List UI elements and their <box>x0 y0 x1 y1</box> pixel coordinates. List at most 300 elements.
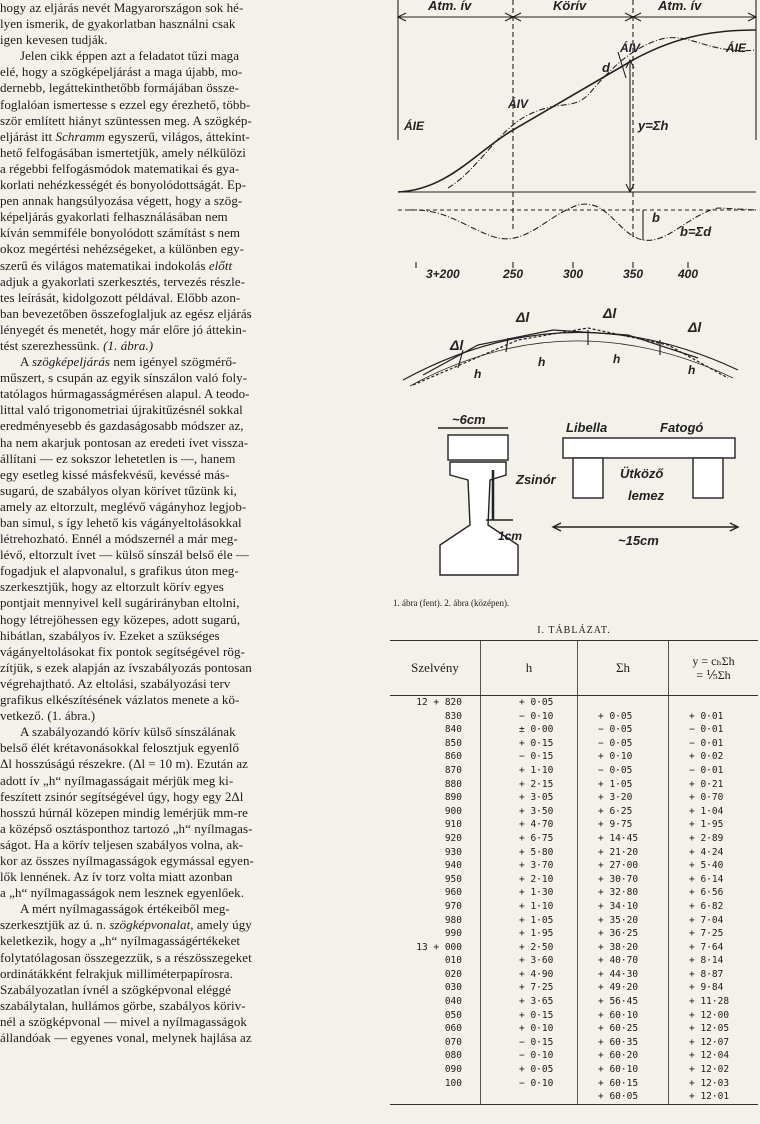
body-line <box>0 982 384 998</box>
table-cell: + 60·15 <box>578 1077 669 1091</box>
table-cell: + 60·25 <box>578 1022 669 1036</box>
body-line-text: szerű és világos matematikai indokolás <box>0 257 209 273</box>
body-line <box>0 917 384 933</box>
body-line <box>0 32 384 48</box>
body-line <box>0 0 384 16</box>
body-line <box>0 161 384 177</box>
table-row <box>390 1063 758 1077</box>
body-line-text: állítani — ez sokszor lehetetlen is —, hanem <box>0 450 236 466</box>
body-line <box>0 322 384 338</box>
table-cell: + 12·02 <box>669 1063 759 1077</box>
table-cell <box>481 1090 578 1104</box>
header-szelveny: Szelvény <box>390 641 481 696</box>
table-cell: + 3·20 <box>578 791 669 805</box>
table-cell: 970 <box>444 900 462 912</box>
body-line-text: dernebb, legáttekinthetőbb formájában össze- <box>0 80 239 96</box>
body-line-text: adott ív „h“ nyílmagasságait mérjük meg ki- <box>0 772 234 788</box>
table-cell: 960 <box>444 887 462 899</box>
table-cell: + 0·01 <box>669 710 759 724</box>
body-line-text: ször említett hiányt szüntessen meg. A szögkép- <box>0 112 252 128</box>
table-cell: + 40·70 <box>578 954 669 968</box>
label-fatogo: Fatogó <box>660 420 704 435</box>
body-line <box>0 708 384 724</box>
body-line <box>0 145 384 161</box>
body-line-text: grafikus elkészítésének vázlatos menete a kö- <box>0 692 240 708</box>
table-cell: + 0·15 <box>481 1009 578 1023</box>
table-cell: 830 <box>444 710 462 722</box>
table-cell: − 0·10 <box>481 1049 578 1063</box>
body-line <box>0 547 384 563</box>
body-line-text: nél a szögképvonal — mivel a nyílmagasságok <box>0 1013 247 1029</box>
table-cell: + 60·10 <box>578 1063 669 1077</box>
table-cell: + 6·75 <box>481 832 578 846</box>
body-line-text: pontjait mennyivel kell sugárirányban eltolni, <box>0 595 240 611</box>
table-cell: + 7·25 <box>481 981 578 995</box>
body-line-text: zítjük, s ezek alapján az ívszabályozás pontosan <box>0 659 252 675</box>
table-cell: − 0·10 <box>481 710 578 724</box>
label-atm-iv-left: Atm. ív <box>428 0 472 13</box>
body-line <box>0 821 384 837</box>
table-cell: + 12·01 <box>669 1090 759 1104</box>
figure-1-angle-diagram <box>388 0 760 600</box>
table-cell: 920 <box>444 832 462 844</box>
table-row <box>390 805 758 819</box>
body-line-text: A mért nyílmagasságok értékeiből meg- <box>20 901 230 917</box>
body-line <box>0 499 384 515</box>
table-cell: + 0·10 <box>578 750 669 764</box>
table-cell: + 27·00 <box>578 859 669 873</box>
table-cell: − 0·01 <box>669 737 759 751</box>
body-line-text: Szabályozatlan ívnél a szögképvonal eléggé <box>0 981 231 997</box>
table-cell: + 9·75 <box>578 818 669 832</box>
body-line-text: fogadjuk el alapvonalul, s grafikus úton meg- <box>0 563 239 579</box>
body-line <box>0 48 384 64</box>
table-cell: 060 <box>444 1023 462 1035</box>
body-line-text: a régebbi felfogásmódok matematikai és gya- <box>0 160 240 176</box>
table-cell: + 12·05 <box>669 1022 759 1036</box>
body-line-text: eredményesebb és gazdaságosabb módszer az, <box>0 418 244 434</box>
body-line-text: ha nem akarjuk pontosan az eredeti ívet vissza- <box>0 434 249 450</box>
table-cell: 940 <box>444 860 462 872</box>
table-cell: + 1·95 <box>481 927 578 941</box>
body-line-text: A szabályozandó körív külső sínszálának <box>20 724 236 740</box>
table-cell: + 60·35 <box>578 1036 669 1050</box>
table-row <box>390 1022 758 1036</box>
body-line <box>0 966 384 982</box>
body-line <box>0 805 384 821</box>
body-line-text: pen annak hangsúlyozása végett, hogy a szög- <box>0 193 243 209</box>
table-cell: + 60·10 <box>578 1009 669 1023</box>
body-line <box>0 338 384 354</box>
table-cell: + 34·10 <box>578 900 669 914</box>
label-b-sum-d: b=Σd <box>680 224 712 239</box>
body-line-text: littal való trigonometriai újrakitűzésnél sokkal <box>0 402 243 418</box>
table-cell: 980 <box>444 914 462 926</box>
label-atm-iv-right: Atm. ív <box>658 0 702 13</box>
label-utkozo: Ütköző <box>620 466 664 481</box>
header-sum-h: Σh <box>578 641 669 696</box>
tick-350: 350 <box>623 267 644 281</box>
table-cell: + 0·02 <box>669 750 759 764</box>
body-line-text-after: nem igényel szögmérő- <box>110 354 237 370</box>
table-row <box>390 764 758 778</box>
body-line-text: lyen ismerik, de gyakorlatban használni csak <box>0 16 236 32</box>
table-cell <box>669 696 759 710</box>
header-h: h <box>481 641 578 696</box>
arc-h-2: h <box>538 355 546 369</box>
table-cell: + 6·14 <box>669 873 759 887</box>
body-line <box>0 129 384 145</box>
body-line-text: műszert, s csupán az egyik sínszálon való foly- <box>0 370 248 386</box>
table-row <box>390 832 758 846</box>
body-line <box>0 789 384 805</box>
body-line-text: okoz megértési nehézségeket, a különben egy- <box>0 241 245 257</box>
body-line-text: szerkesztjük, hogy az eltorzult körív egyes <box>0 579 224 595</box>
body-line-text: képeljárás gyakorlati felhasználásában nem <box>0 209 228 225</box>
body-line-text: keletkezik, hogy a „h“ nyílmagasságértékeket <box>0 933 241 949</box>
table-cell: − 0·05 <box>578 723 669 737</box>
table-cell: + 1·04 <box>669 805 759 819</box>
body-line <box>0 660 384 676</box>
body-line-italic: szögképvonalat <box>109 917 191 933</box>
table-cell: ± 0·00 <box>481 723 578 737</box>
table-cell: − 0·05 <box>578 737 669 751</box>
tick-400: 400 <box>678 267 699 281</box>
body-line <box>0 773 384 789</box>
body-line <box>0 370 384 386</box>
body-line-text: tést szerezhessünk. <box>0 337 104 353</box>
body-line <box>0 225 384 241</box>
table-cell: + 7·25 <box>669 927 759 941</box>
body-line-text: foglalóan ismertesse s ezzel egy érezhető, több- <box>0 96 251 112</box>
body-line-text: tatólagos húrmagasságmérésen alapul. A teodo- <box>0 386 250 402</box>
table-row <box>390 846 758 860</box>
table-cell: 860 <box>444 751 462 763</box>
body-line <box>0 740 384 756</box>
body-line <box>0 80 384 96</box>
body-line-text: kor az összes nyílmagasságok egymással egyen- <box>0 852 254 868</box>
arc-h-1: h <box>474 367 482 381</box>
table-cell: + 4·70 <box>481 818 578 832</box>
label-aie-right: ÁIE <box>726 41 747 55</box>
table-cell: + 60·05 <box>578 1090 669 1104</box>
body-line <box>0 402 384 418</box>
table-cell: 080 <box>444 1050 462 1062</box>
body-line-text: létrehozható. Ennél a módszernél a már meg- <box>0 531 238 547</box>
table-cell: + 0·05 <box>578 710 669 724</box>
table-cell: 020 <box>444 968 462 980</box>
body-line <box>0 241 384 257</box>
table-cell: 010 <box>444 955 462 967</box>
table-cell: + 2·15 <box>481 778 578 792</box>
body-line-text: Jelen cikk éppen azt a feladatot tűzi maga <box>20 48 240 64</box>
table-cell: + 36·25 <box>578 927 669 941</box>
tick-250: 250 <box>503 267 524 281</box>
table-cell: + 12·07 <box>669 1036 759 1050</box>
table-cell: + 1·10 <box>481 900 578 914</box>
table-cell: 900 <box>444 805 462 817</box>
body-line <box>0 306 384 322</box>
table-row <box>390 886 758 900</box>
table-cell: + 6·82 <box>669 900 759 914</box>
label-6cm: ~6cm <box>452 412 486 427</box>
body-line <box>0 724 384 740</box>
body-line-text: kíván semmiféle bonyolódott számítást s nem <box>0 225 241 241</box>
table-cell: 950 <box>444 873 462 885</box>
table-cell: + 60·20 <box>578 1049 669 1063</box>
body-line-text: elé, hogy a szögképeljárást a maga újabb, mo- <box>0 64 243 80</box>
label-aie-left: ÁIE <box>404 119 425 133</box>
body-line-text: hibátlan, szabályos ív. Ezeket a szükséges <box>0 627 220 643</box>
table-cell: + 3·65 <box>481 995 578 1009</box>
table-row <box>390 981 758 995</box>
table-row <box>390 995 758 1009</box>
table-row <box>390 859 758 873</box>
label-aiv-left: ÁIV <box>508 97 529 111</box>
table-cell: + 1·30 <box>481 886 578 900</box>
body-line-text: szabálytalan, hullámos görbe, szabályos köriv- <box>0 997 246 1013</box>
body-line <box>0 853 384 869</box>
table-cell: + 30·70 <box>578 873 669 887</box>
body-line <box>0 177 384 193</box>
table-cell: + 2·50 <box>481 941 578 955</box>
body-line-text: korlati nehézkességét és bonyolódottságát. Ep- <box>0 177 246 193</box>
table-row <box>390 737 758 751</box>
table-cell: 880 <box>444 778 462 790</box>
table-cell <box>578 696 669 710</box>
table-cell: 930 <box>444 846 462 858</box>
body-line-text: ban simul, s így lehető kis vágányeltolásokkal <box>0 515 242 530</box>
table-cell: + 1·05 <box>578 778 669 792</box>
body-line-text: Δl hosszúságú részekre. (Δl = 10 m). Ezután az <box>0 756 248 772</box>
table-cell: + 3·70 <box>481 859 578 873</box>
table-cell: + 8·87 <box>669 968 759 982</box>
body-line-text: amely az eltorzult, meglévő vágányhoz legjob- <box>0 498 247 514</box>
label-b: b <box>652 210 660 225</box>
arc-delta-l-4: Δl <box>688 319 702 335</box>
table-cell: + 12·00 <box>669 1009 759 1023</box>
body-line-text: szerkesztjük az ú. n. <box>0 917 110 933</box>
table-row <box>390 873 758 887</box>
table-cell: 910 <box>444 819 462 831</box>
table-cell: + 1·10 <box>481 764 578 778</box>
table-row <box>390 941 758 955</box>
body-line-text: A <box>20 354 33 370</box>
table-cell: + 12·04 <box>669 1049 759 1063</box>
body-line-text: a „h“ nyílmagasságok nem lesznek egyenlőek. <box>0 885 245 901</box>
body-line <box>0 612 384 628</box>
table-cell: 13 + 000 <box>416 941 462 953</box>
body-line <box>0 933 384 949</box>
body-line <box>0 483 384 499</box>
table-cell: − 0·10 <box>481 1077 578 1091</box>
body-line <box>0 16 384 32</box>
table-cell: + 2·89 <box>669 832 759 846</box>
table-row <box>390 778 758 792</box>
table-cell: + 0·05 <box>481 1063 578 1077</box>
data-table <box>390 640 758 1105</box>
table-row <box>390 696 758 710</box>
table-cell: 990 <box>444 928 462 940</box>
body-line-text: lényegét és menetét, hogy már előre jó áttekin- <box>0 321 247 337</box>
table-row <box>390 723 758 737</box>
table-row <box>390 1049 758 1063</box>
body-line <box>0 563 384 579</box>
table-cell: + 5·40 <box>669 859 759 873</box>
label-libella: Libella <box>566 420 608 435</box>
table-row <box>390 791 758 805</box>
figure-caption: 1. ábra (fent). 2. ábra (középen). <box>393 598 510 608</box>
body-line-text: eljárást itt <box>0 128 56 144</box>
table-row <box>390 1090 758 1104</box>
body-line <box>0 869 384 885</box>
table-cell: 070 <box>444 1036 462 1048</box>
body-line-text: végrehajtható. Az eltolási, szabályozási terv <box>0 675 231 691</box>
table-cell: + 8·14 <box>669 954 759 968</box>
body-line <box>0 950 384 966</box>
body-line-text: sugarú, de szabályos olyan körívet tűzünk ki, <box>0 482 237 498</box>
body-line-italic: (1. ábra.) <box>103 337 154 353</box>
table-row <box>390 1009 758 1023</box>
body-line-text: lévő, eltorzult ívet — külső sínszál belső éle — <box>0 547 249 563</box>
body-line-text: hető felfogásában ismertetjük, amely nélkülözi <box>0 144 246 160</box>
body-line-text-after: , amely úgy <box>190 917 252 933</box>
body-line <box>0 209 384 225</box>
table-cell: + 4·90 <box>481 968 578 982</box>
table-row <box>390 900 758 914</box>
table-cell: + 6·56 <box>669 886 759 900</box>
table-cell: + 0·15 <box>481 737 578 751</box>
table-cell: + 49·20 <box>578 981 669 995</box>
body-line-text: lők lennének. Az ív torz volta miatt azonban <box>0 869 233 885</box>
table-row <box>390 818 758 832</box>
table-cell: + 3·50 <box>481 805 578 819</box>
body-line <box>0 837 384 853</box>
body-line <box>0 435 384 451</box>
table-row <box>390 1036 758 1050</box>
body-line <box>0 274 384 290</box>
label-koriv: Körív <box>553 0 587 13</box>
body-line <box>0 1030 384 1046</box>
table-cell: − 0·15 <box>481 750 578 764</box>
label-1cm: 1cm <box>498 529 523 543</box>
body-line-text: vágányeltolásokat fix pontok segítségével rög- <box>0 643 245 659</box>
body-line-text: egy esetleg kissé másfekvésű, kevéssé más- <box>0 466 230 482</box>
table-cell: + 12·03 <box>669 1077 759 1091</box>
body-line <box>0 579 384 595</box>
table-cell: + 7·64 <box>669 941 759 955</box>
body-line <box>0 467 384 483</box>
table-cell: + 0·05 <box>481 696 578 710</box>
arc-delta-l-1: Δl <box>450 337 464 353</box>
body-line <box>0 290 384 306</box>
body-line-text: igen kevesen tudják. <box>0 32 108 48</box>
arc-delta-l-3: Δl <box>603 305 617 321</box>
arc-h-4: h <box>688 363 696 377</box>
body-line-italic: előtt <box>208 257 233 273</box>
table-row <box>390 1077 758 1091</box>
body-line <box>0 692 384 708</box>
body-line-text: ordinátákként felrakjuk milliméterpapírosra. <box>0 965 233 981</box>
table-cell: + 35·20 <box>578 914 669 928</box>
arc-delta-l-2: Δl <box>516 309 530 325</box>
body-line <box>0 756 384 772</box>
body-line <box>0 97 384 113</box>
body-line <box>0 354 384 370</box>
body-line-text: folytatólagosan összegezzük, s a részösszegeket <box>0 949 252 965</box>
body-line-text: ban bevezetőben összefoglaljuk az egész eljárás <box>0 305 252 321</box>
table-cell: + 38·20 <box>578 941 669 955</box>
body-line-text: hogy létrejöhessen egy közepes, adott sugarú, <box>0 611 241 627</box>
body-line <box>0 885 384 901</box>
body-line-text: ságot. Ha a körív teljesen szabályos volna, ak- <box>0 836 244 852</box>
body-line-text: belső élét krétavonásokkal felosztjuk egyenlő <box>0 740 240 756</box>
body-line <box>0 628 384 644</box>
header-y-line2: = ⅕Σh <box>696 668 731 682</box>
table-cell: + 14·45 <box>578 832 669 846</box>
table-row <box>390 954 758 968</box>
table-cell: 870 <box>444 764 462 776</box>
table-cell: + 6·25 <box>578 805 669 819</box>
table-row <box>390 968 758 982</box>
table-row <box>390 710 758 724</box>
label-y-sum-h: y=Σh <box>638 118 669 133</box>
table-header-row <box>390 641 758 696</box>
table-cell: + 44·30 <box>578 968 669 982</box>
body-line-italic: Schramm <box>55 128 105 144</box>
body-line <box>0 386 384 402</box>
table-cell: 100 <box>444 1077 462 1089</box>
table-cell: + 56·45 <box>578 995 669 1009</box>
tick-300: 300 <box>563 267 584 281</box>
table-cell: + 5·80 <box>481 846 578 860</box>
table-cell: − 0·05 <box>578 764 669 778</box>
body-line <box>0 193 384 209</box>
table-row <box>390 927 758 941</box>
body-line-text: a középső osztásponthoz tartozó „h“ nyílmagas- <box>0 820 253 836</box>
table-cell: + 3·05 <box>481 791 578 805</box>
header-y <box>669 641 759 696</box>
table-cell: 040 <box>444 996 462 1008</box>
body-line <box>0 595 384 611</box>
body-line-text: tes leírását, kidolgozott példával. Előbb azon- <box>0 289 241 305</box>
table-cell: + 11·28 <box>669 995 759 1009</box>
table-cell: + 0·10 <box>481 1022 578 1036</box>
table-cell: + 9·84 <box>669 981 759 995</box>
body-line <box>0 451 384 467</box>
body-line-text: adjuk a gyakorlati szerkesztés, tervezés részle- <box>0 273 245 289</box>
table-cell: 840 <box>444 724 462 736</box>
table-cell: 050 <box>444 1009 462 1021</box>
body-line-text: állandóak — egyenes vonal, melynek hajlása az <box>0 1030 252 1045</box>
body-line-text-after: egyszerű, világos, áttekint- <box>105 128 250 144</box>
label-d: d <box>602 60 610 75</box>
label-15cm: ~15cm <box>618 533 659 548</box>
table-cell: − 0·01 <box>669 723 759 737</box>
body-line <box>0 258 384 274</box>
body-line <box>0 113 384 129</box>
body-line <box>0 901 384 917</box>
table-row <box>390 750 758 764</box>
table-cell: + 0·21 <box>669 778 759 792</box>
body-line <box>0 515 384 531</box>
body-line-italic: szögképeljárás <box>32 354 111 370</box>
table-cell: 12 + 820 <box>416 697 462 708</box>
tick-3200: 3+200 <box>426 267 460 281</box>
figures-area <box>388 0 760 600</box>
label-zsinor: Zsinór <box>516 472 556 487</box>
table-cell: + 0·70 <box>669 791 759 805</box>
